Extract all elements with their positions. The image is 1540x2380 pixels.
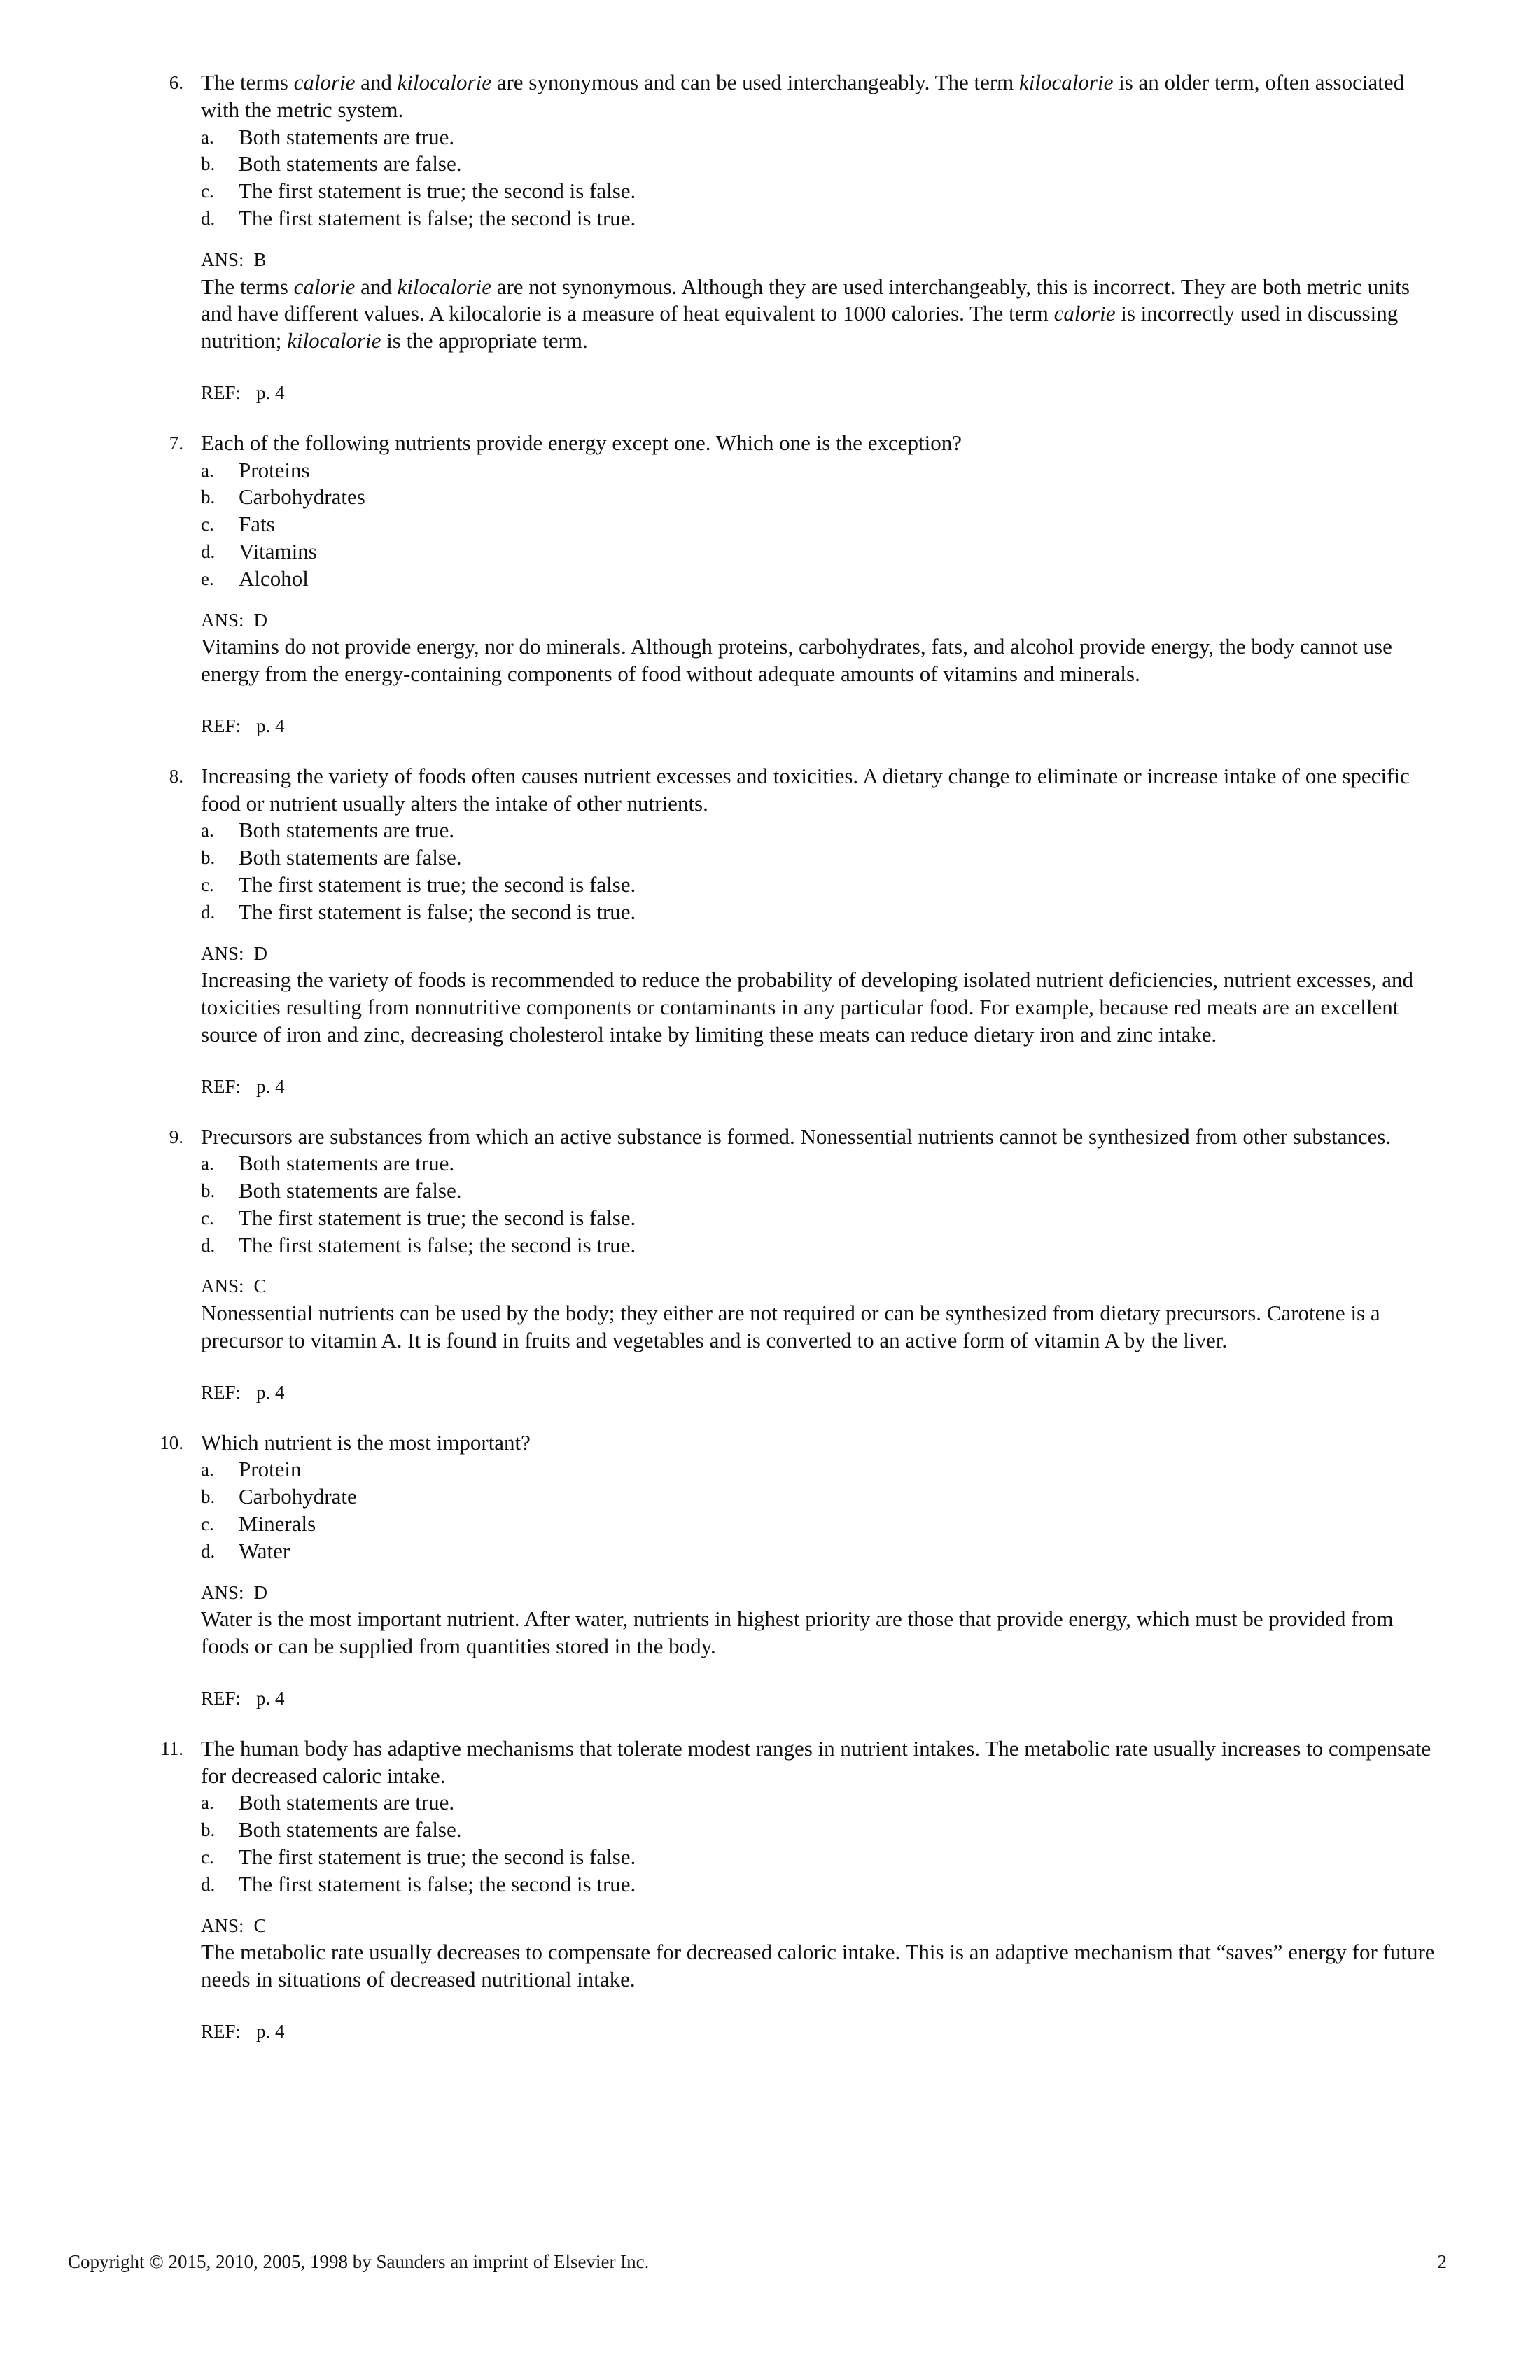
option-letter: c. <box>201 514 214 536</box>
answer-value: D <box>253 1581 268 1603</box>
answer-explanation <box>201 634 1436 688</box>
option-text: Both statements are true. <box>239 1790 455 1815</box>
reference-page: p. 4 <box>256 2021 285 2043</box>
text-segment: Water is the most important nutrient. After water, nutrients in highest priority are those that provide energy, which must be provided from foods or can be supplied from quantities stored in the body. <box>201 1606 1394 1659</box>
italic-term: kilocalorie <box>397 274 491 299</box>
option-text: Both statements are true. <box>239 818 455 843</box>
text-segment: Increasing the variety of foods often causes nutrient excesses and toxicities. A dietary change to eliminate or increase intake of one specific food or nutrient usually alters the intake of other nutrients. <box>201 763 1410 816</box>
option-text: Both statements are true. <box>239 124 455 149</box>
text-segment: Which nutrient is the most important? <box>201 1429 531 1455</box>
question-number: 9. <box>169 1126 183 1147</box>
italic-term: kilocalorie <box>397 70 491 94</box>
answer-value: D <box>253 942 268 964</box>
question-item <box>0 763 1436 1100</box>
answer-option <box>201 457 1436 484</box>
answer-label: ANS: <box>201 1275 244 1297</box>
text-segment: The terms <box>201 274 294 299</box>
option-letter: a. <box>201 820 214 841</box>
question-item <box>0 1735 1436 2045</box>
option-letter: b. <box>201 153 216 175</box>
text-segment: The human body has adaptive mechanisms that tolerate modest ranges in nutrient intakes. The metabolic rate usually increases to compensate for decreased caloric intake. <box>201 1735 1432 1788</box>
italic-term: calorie <box>1054 301 1116 326</box>
question-list <box>0 69 1540 2068</box>
question-item <box>0 430 1436 740</box>
option-text: The first statement is true; the second is false. <box>239 178 636 204</box>
answer-option <box>201 872 1436 899</box>
option-letter: d. <box>201 540 216 562</box>
text-segment: Vitamins do not provide energy, nor do minerals. Although proteins, carbohydrates, fats, and alcohol provide energy, the body cannot use energy from the energy-containing components of food without adequate amounts of vitamins and minerals. <box>201 634 1392 687</box>
answer-option <box>201 511 1436 538</box>
question-number: 7. <box>169 432 183 454</box>
answer-explanation <box>201 1939 1436 1994</box>
option-text: Water <box>239 1538 290 1563</box>
question-number: 10. <box>160 1432 183 1453</box>
answer-label: ANS: <box>201 248 244 270</box>
reference-line <box>201 1685 1436 1712</box>
reference-page: p. 4 <box>256 1381 285 1403</box>
question-number: 8. <box>169 765 183 787</box>
answer-option <box>201 1205 1436 1232</box>
answer-value: D <box>253 609 268 631</box>
question-item <box>0 1124 1436 1406</box>
option-text: Carbohydrate <box>239 1484 357 1509</box>
answer-option <box>201 1871 1436 1898</box>
option-text: Both statements are false. <box>239 1178 462 1203</box>
option-text: Proteins <box>239 457 310 482</box>
answer-explanation <box>201 1606 1436 1660</box>
question-stem <box>201 763 1436 818</box>
copyright-notice: Copyright © 2015, 2010, 2005, 1998 by Saunders an imprint of Elsevier Inc. <box>68 2251 650 2272</box>
option-letter: a. <box>201 1459 214 1480</box>
answer-option <box>201 899 1436 926</box>
reference-line <box>201 1379 1436 1406</box>
option-text: Both statements are false. <box>239 151 462 176</box>
reference-line <box>201 713 1436 740</box>
option-letter: b. <box>201 847 216 869</box>
question-stem <box>201 1124 1436 1151</box>
option-letter: b. <box>201 1180 216 1202</box>
option-text: Vitamins <box>239 538 317 564</box>
option-text: Both statements are false. <box>239 1817 462 1842</box>
page-footer <box>68 2248 1447 2276</box>
page-number: 2 <box>1437 2251 1447 2272</box>
text-segment: Precursors are substances from which an active substance is formed. Nonessential nutrients cannot be synthesized from other substances. <box>201 1124 1392 1149</box>
text-segment: is the appropriate term. <box>381 328 588 354</box>
option-letter: c. <box>201 1847 214 1868</box>
italic-term: kilocalorie <box>1019 70 1114 94</box>
text-segment: Increasing the variety of foods is recommended to reduce the probability of developing isolated nutrient deficiencies, nutrient excesses, and toxicities resulting from nonnutritive components or contaminants in any particular food. For example, because red meats are an excellent source of iron and zinc, decreasing cholesterol intake by limiting these meats can reduce dietary iron and zinc intake. <box>201 967 1413 1046</box>
question-item <box>0 1429 1436 1712</box>
option-text: Carbohydrates <box>239 484 365 510</box>
answer-option <box>201 1789 1436 1816</box>
option-letter: a. <box>201 1792 214 1814</box>
text-segment: Nonessential nutrients can be used by the body; they either are not required or can be synthesized from dietary precursors. Carotene is a precursor to vitamin A. It is found in fruits and vegetables and is converted to an active form of vitamin A by the liver. <box>201 1301 1380 1353</box>
option-letter: c. <box>201 1513 214 1535</box>
option-letter: d. <box>201 1540 216 1562</box>
text-segment: and <box>355 70 398 94</box>
reference-page: p. 4 <box>256 382 285 403</box>
option-letter: a. <box>201 459 214 481</box>
reference-label: REF: <box>201 2021 241 2043</box>
reference-page: p. 4 <box>256 715 285 736</box>
text-segment: are not synonymous. Although they are used interchangeably, this is incorrect. They are both metric units and have different values. A kilocalorie is a measure of heat equivalent to 1000 calories. The term <box>201 274 1410 326</box>
text-segment: is an older term, often associated with the metric system. <box>201 70 1405 122</box>
option-text: Both statements are false. <box>239 845 462 870</box>
option-letter: a. <box>201 1153 214 1175</box>
question-item <box>0 69 1436 407</box>
italic-term: calorie <box>293 70 356 94</box>
option-text: The first statement is false; the second is true. <box>239 205 636 230</box>
answer-option <box>201 817 1436 844</box>
reference-label: REF: <box>201 1075 241 1097</box>
answer-option <box>201 178 1436 205</box>
reference-line <box>201 1073 1436 1100</box>
answer-option <box>201 844 1436 872</box>
question-number: 11. <box>160 1737 183 1759</box>
italic-term: kilocalorie <box>287 328 382 354</box>
answer-option <box>201 484 1436 511</box>
question-number: 6. <box>169 72 183 93</box>
answer-line <box>201 1579 1436 1606</box>
answer-option <box>201 1456 1436 1483</box>
option-letter: a. <box>201 126 214 148</box>
option-letter: c. <box>201 181 214 202</box>
option-text: Minerals <box>239 1511 316 1536</box>
answer-explanation <box>201 1300 1436 1354</box>
text-segment: The terms <box>201 70 294 94</box>
answer-option <box>201 1177 1436 1205</box>
reference-label: REF: <box>201 1381 241 1403</box>
answer-option <box>201 538 1436 566</box>
option-letter: c. <box>201 1207 214 1228</box>
answer-value: C <box>253 1914 267 1936</box>
answer-option <box>201 205 1436 232</box>
answer-label: ANS: <box>201 942 244 964</box>
option-text: Protein <box>239 1457 302 1482</box>
answer-line <box>201 1273 1436 1300</box>
question-stem <box>201 1429 1436 1457</box>
option-text: Alcohol <box>239 566 309 591</box>
option-letter: d. <box>201 207 216 229</box>
answer-option <box>201 150 1436 178</box>
option-text: The first statement is false; the second is true. <box>239 1871 636 1896</box>
option-text: Both statements are true. <box>239 1151 455 1176</box>
reference-page: p. 4 <box>256 1075 285 1097</box>
option-letter: d. <box>201 1234 216 1256</box>
option-text: The first statement is true; the second is false. <box>239 1205 636 1230</box>
answer-option <box>201 1816 1436 1844</box>
answer-explanation <box>201 274 1436 355</box>
answer-option <box>201 1511 1436 1538</box>
text-segment: The metabolic rate usually decreases to compensate for decreased caloric intake. This is an adaptive mechanism that “saves” energy for future needs in situations of decreased nutritional intake. <box>201 1940 1435 1992</box>
option-text: The first statement is false; the second is true. <box>239 899 636 924</box>
option-text: The first statement is true; the second is false. <box>239 1844 636 1870</box>
answer-option <box>201 1232 1436 1259</box>
option-text: Fats <box>239 512 275 537</box>
answer-explanation <box>201 967 1436 1048</box>
answer-label: ANS: <box>201 609 244 631</box>
answer-value: B <box>253 248 267 270</box>
option-letter: b. <box>201 1819 216 1841</box>
option-letter: c. <box>201 874 214 895</box>
answer-line <box>201 246 1436 274</box>
answer-line <box>201 940 1436 967</box>
option-letter: b. <box>201 1486 216 1508</box>
answer-option <box>201 1844 1436 1871</box>
italic-term: calorie <box>293 274 356 299</box>
answer-option <box>201 566 1436 593</box>
answer-label: ANS: <box>201 1914 244 1936</box>
option-text: The first statement is true; the second is false. <box>239 872 636 897</box>
question-stem <box>201 430 1436 457</box>
text-segment: Each of the following nutrients provide energy except one. Which one is the exception? <box>201 430 962 455</box>
reference-label: REF: <box>201 382 241 403</box>
answer-line <box>201 607 1436 634</box>
answer-option <box>201 124 1436 151</box>
reference-label: REF: <box>201 715 241 736</box>
question-stem <box>201 69 1436 124</box>
reference-line <box>201 2018 1436 2045</box>
text-segment: are synonymous and can be used interchangeably. The term <box>491 70 1020 94</box>
text-segment: and <box>355 274 398 299</box>
answer-option <box>201 1538 1436 1565</box>
option-letter: d. <box>201 1873 216 1895</box>
reference-line <box>201 379 1436 407</box>
option-letter: d. <box>201 901 216 923</box>
reference-page: p. 4 <box>256 1688 285 1709</box>
answer-value: C <box>253 1275 267 1297</box>
option-letter: b. <box>201 486 216 508</box>
answer-label: ANS: <box>201 1581 244 1603</box>
reference-label: REF: <box>201 1688 241 1709</box>
answer-option <box>201 1150 1436 1177</box>
answer-option <box>201 1483 1436 1511</box>
option-text: The first statement is false; the second is true. <box>239 1232 636 1257</box>
text-segment: is incorrectly used in discussing nutrition; <box>201 301 1399 354</box>
answer-line <box>201 1912 1436 1940</box>
question-stem <box>201 1735 1436 1790</box>
option-letter: e. <box>201 568 214 589</box>
